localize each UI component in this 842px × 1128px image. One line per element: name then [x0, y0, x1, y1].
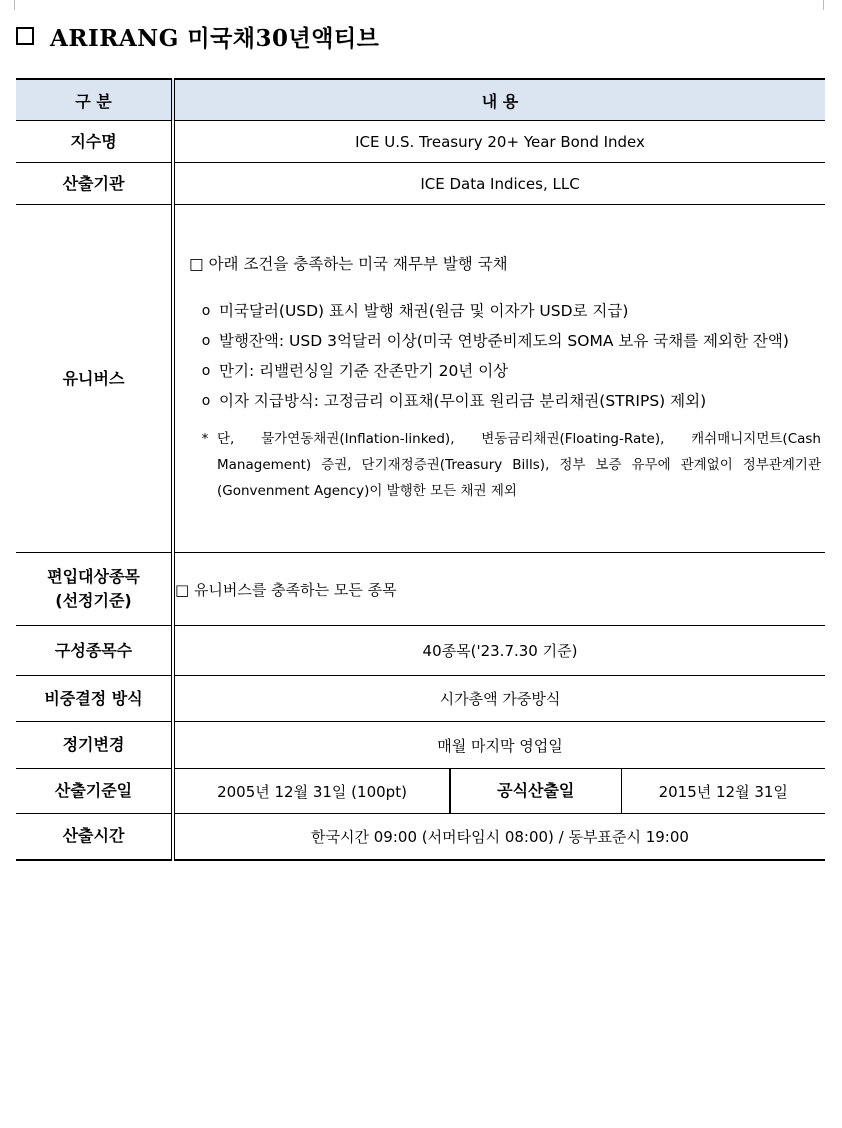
calc-time-value: 한국시간 09:00 (서머타임시 08:00) / 동부표준시 19:00: [173, 814, 825, 860]
table-row: [16, 205, 825, 553]
table-row: [16, 676, 825, 722]
table-row: [16, 814, 825, 860]
table-row: [16, 626, 825, 676]
list-item: [189, 326, 821, 356]
inclusion-label: [16, 553, 173, 626]
inclusion-label-line1: 편입대상종목: [47, 567, 140, 586]
official-date-value: 2015년 12월 31일: [621, 769, 825, 814]
universe-condition: 발행잔액: USD 3억달러 이상(미국 연방준비제도의 SOMA 보유 국채를 제외한 잔액): [219, 331, 789, 350]
inclusion-value: □ 유니버스를 충족하는 모든 종목: [173, 553, 825, 626]
page-corner-mark-left: [4, 0, 15, 10]
bullet-circle-icon: o: [201, 332, 211, 349]
universe-label: 유니버스: [16, 205, 173, 553]
universe-condition: 미국달러(USD) 표시 발행 채권(원금 및 이자가 USD로 지급): [219, 301, 629, 320]
universe-exclusion-note: [189, 426, 821, 504]
inclusion-label-line2: (선정기준): [55, 591, 132, 610]
universe-condition: 이자 지급방식: 고정금리 이표채(무이표 원리금 분리채권(STRIPS) 제외): [219, 391, 707, 410]
rebalance-label: 정기변경: [16, 722, 173, 769]
asterisk-icon: *: [201, 430, 209, 447]
table-row: [16, 553, 825, 626]
index-name-label: 지수명: [16, 121, 173, 163]
rebalance-value: 매월 마지막 영업일: [173, 722, 825, 769]
checkbox-square-icon: [16, 27, 34, 45]
universe-content: [173, 205, 825, 553]
bullet-circle-icon: o: [201, 392, 211, 409]
calc-time-label: 산출시간: [16, 814, 173, 860]
title-text: ARIRANG 미국채30년액티브: [50, 24, 380, 52]
universe-lead: □ 아래 조건을 충족하는 미국 재무부 발행 국채: [189, 254, 508, 273]
table-row: [16, 722, 825, 769]
page-corner-mark-right: [823, 0, 834, 10]
table-row: [16, 163, 825, 205]
weighting-label: 비중결정 방식: [16, 676, 173, 722]
constituents-value: 40종목('23.7.30 기준): [173, 626, 825, 676]
provider-value: ICE Data Indices, LLC: [173, 163, 825, 205]
provider-label: 산출기관: [16, 163, 173, 205]
exclusion-note-text: 단, 물가연동채권(Inflation-linked), 변동금리채권(Floating-Rate), 캐쉬매니지먼트(Cash Management) 증권, 단기재정증권(Treasury Bills), 정부 보증 유무에 관계없이 정부관계기관(Gonvenment Agency)이 발행한 모든 채권 제외: [217, 430, 821, 499]
list-item: [189, 386, 821, 416]
table-header-row: [16, 79, 825, 121]
table-row: [16, 769, 825, 814]
header-category: 구 분: [16, 79, 173, 121]
document-title: [16, 20, 379, 52]
base-date-value: 2005년 12월 31일 (100pt): [173, 769, 450, 814]
base-date-label: 산출기준일: [16, 769, 173, 814]
list-item: [189, 356, 821, 386]
official-date-label: 공식산출일: [450, 769, 621, 814]
index-spec-table: [16, 78, 825, 861]
table-row: [16, 121, 825, 163]
bullet-circle-icon: o: [201, 302, 211, 319]
universe-condition: 만기: 리밸런싱일 기준 잔존만기 20년 이상: [219, 361, 509, 380]
header-content: 내 용: [173, 79, 825, 121]
constituents-label: 구성종목수: [16, 626, 173, 676]
weighting-value: 시가총액 가중방식: [173, 676, 825, 722]
bullet-circle-icon: o: [201, 362, 211, 379]
index-name-value: ICE U.S. Treasury 20+ Year Bond Index: [173, 121, 825, 163]
list-item: [189, 296, 821, 326]
